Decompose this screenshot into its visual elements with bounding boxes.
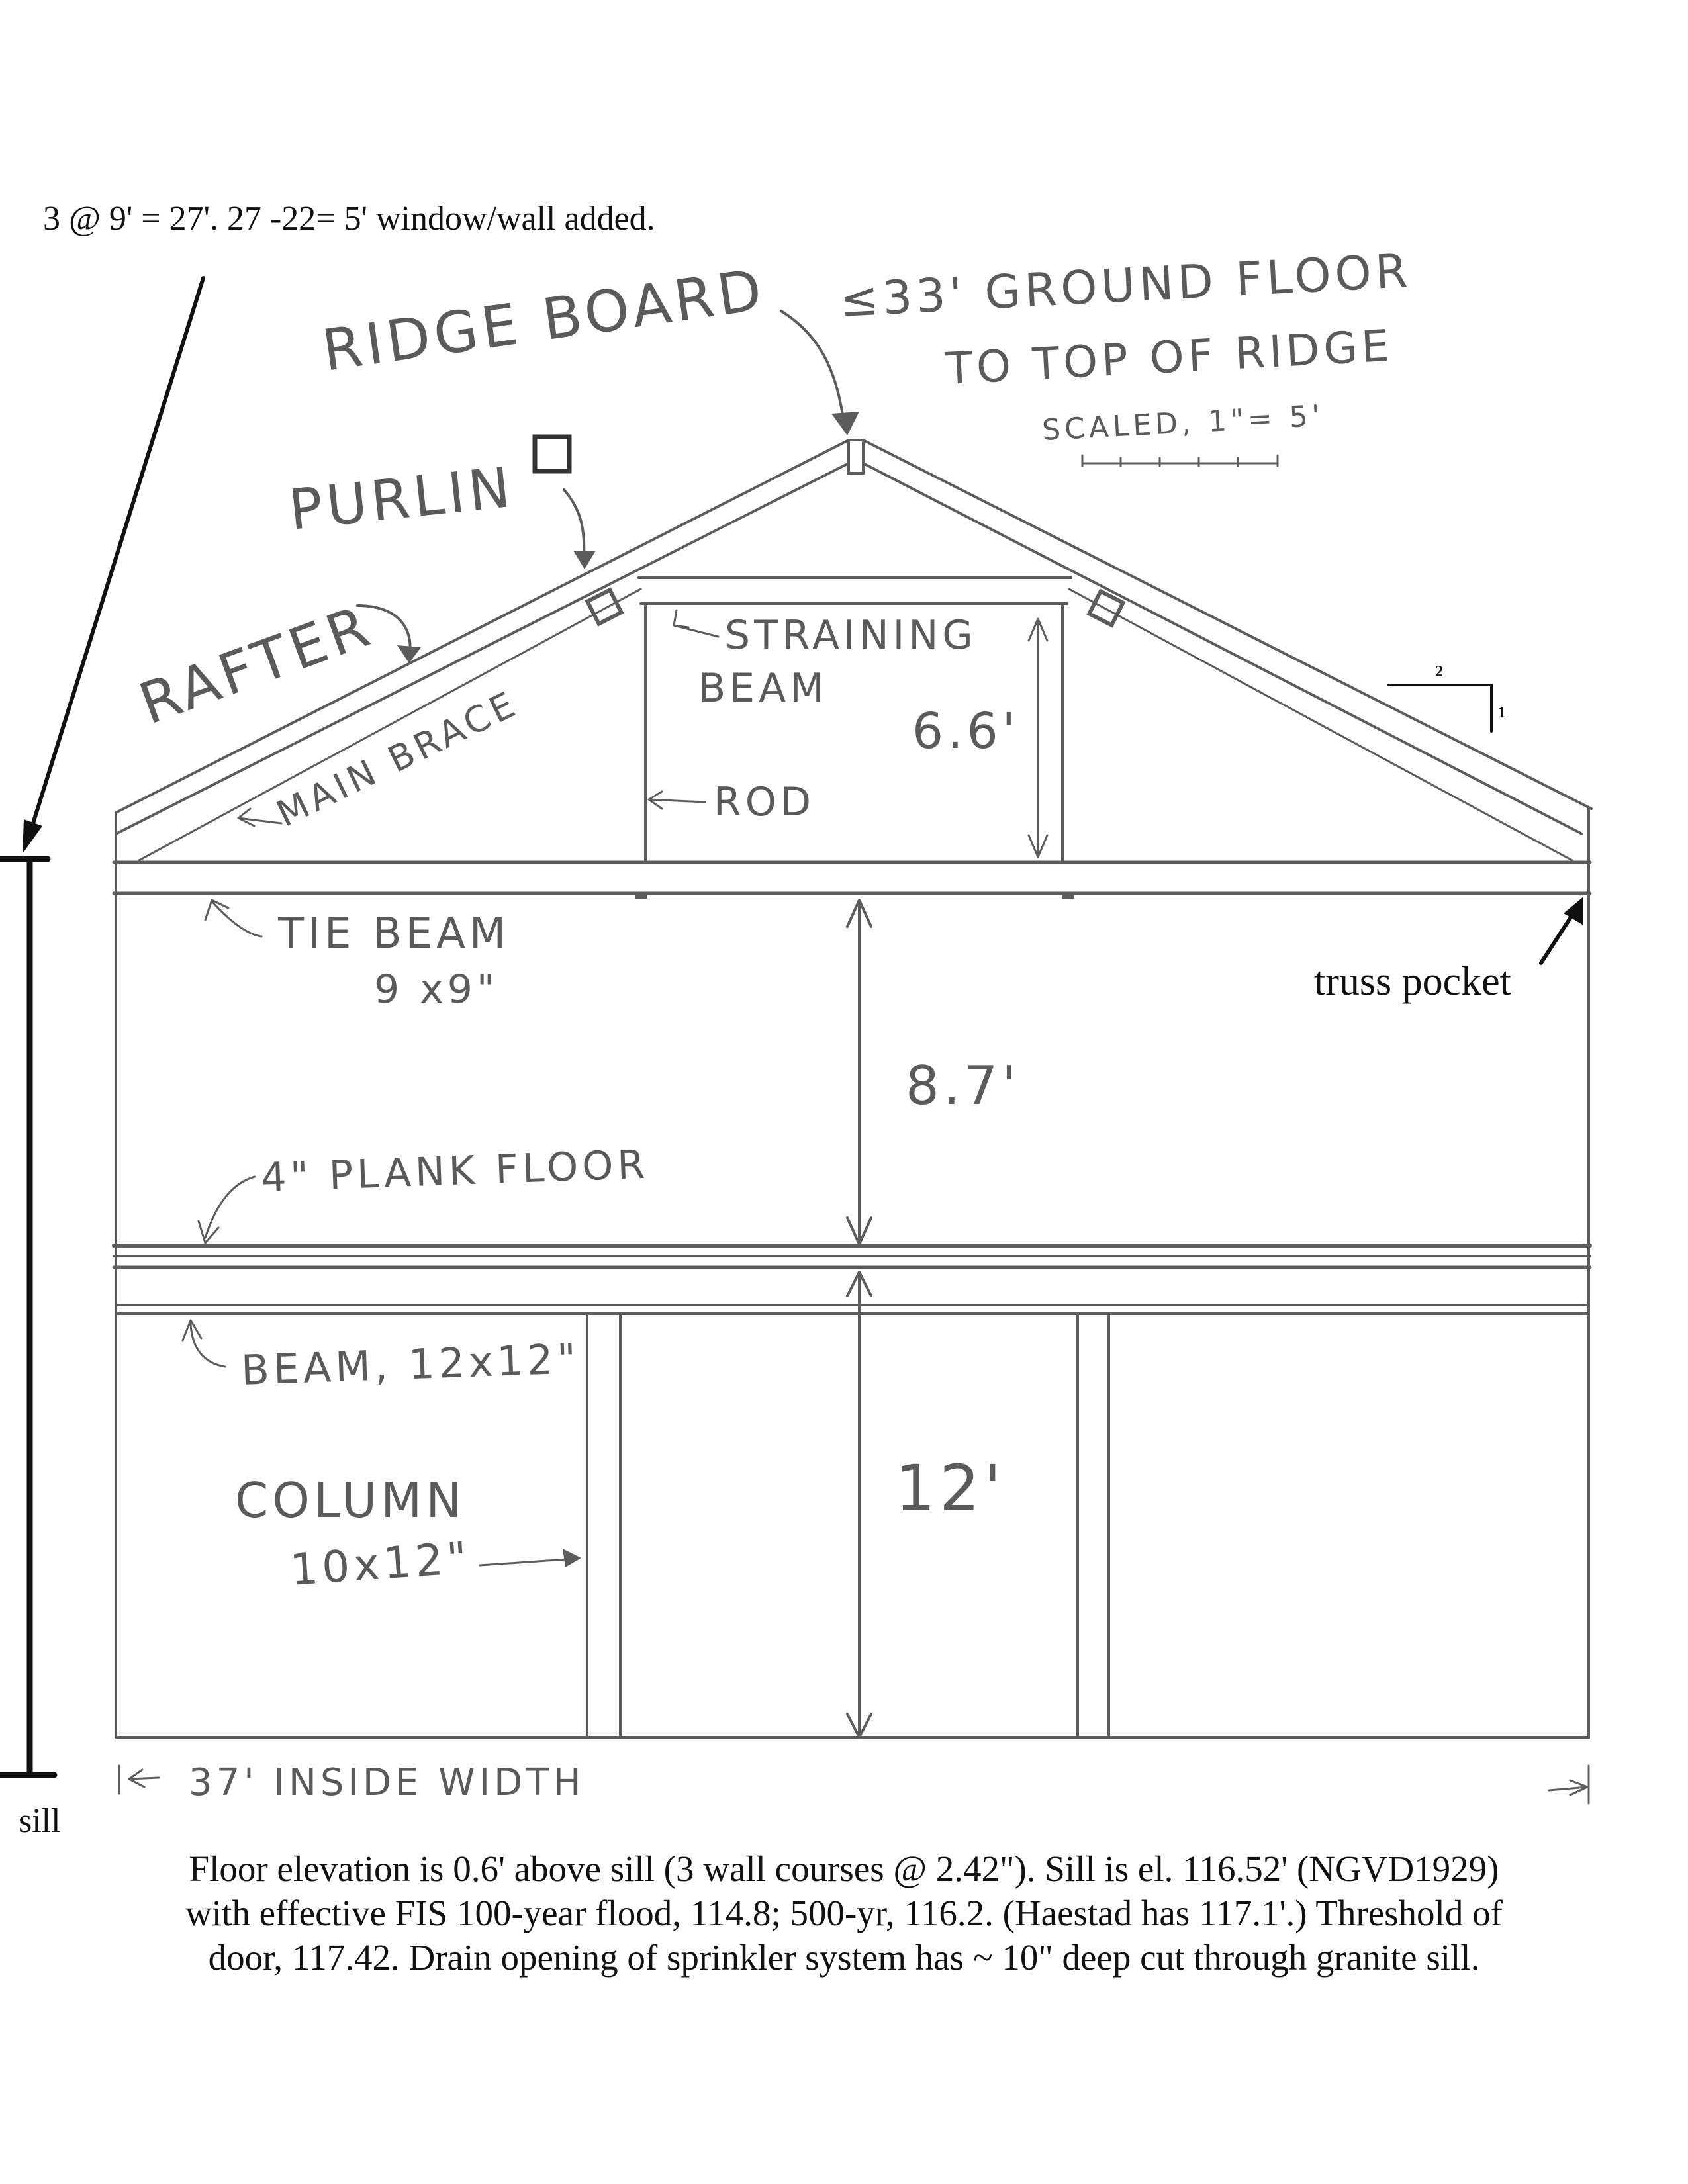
beam-label: BEAM, 12x12"	[240, 1334, 581, 1394]
pitch-symbol	[1389, 685, 1491, 731]
dim-upper-label: 6.6'	[912, 703, 1020, 760]
straining-beam-label-1: STRAINING	[725, 612, 977, 659]
caption-line-1: Floor elevation is 0.6' above sill (3 wall courses @ 2.42"). Sill is el. 116.52' (NGVD1929)	[189, 1848, 1499, 1889]
dim-middle-label: 8.7'	[906, 1055, 1021, 1116]
caption-line-3: door, 117.42. Drain opening of sprinkler system has ~ 10" deep cut through granite sill.	[208, 1937, 1480, 1978]
column-size: 10x12"	[288, 1532, 473, 1596]
purlin-left	[587, 590, 621, 623]
tie-beam	[114, 862, 1590, 899]
plank-floor-label: 4" PLANK FLOOR	[260, 1141, 650, 1201]
arrowhead-icon	[563, 1549, 581, 1567]
straining-beam-label-2: BEAM	[698, 665, 828, 711]
column-label: COLUMN	[235, 1473, 466, 1528]
caption-line-2: with effective FIS 100-year flood, 114.8; 500-yr, 116.2. (Haestad has 117.1'.) Threshold of	[185, 1893, 1503, 1933]
caption	[79, 1846, 1609, 1979]
dimension-lower	[847, 1272, 871, 1737]
tie-beam-label: TIE BEAM	[278, 909, 510, 958]
purlin-square-icon	[535, 437, 569, 471]
purlin-label: PURLIN	[285, 454, 518, 543]
main-beam	[116, 1305, 1589, 1314]
dimension-middle	[847, 900, 871, 1244]
inside-width-label: 37' INSIDE WIDTH	[189, 1761, 585, 1804]
sill-height-indicator	[0, 278, 203, 1775]
ridge-height-line1: ≤33' GROUND FLOOR	[838, 243, 1413, 328]
dim-lower-label: 12'	[895, 1451, 1006, 1525]
tie-beam-size: 9 x9"	[374, 966, 499, 1013]
rafter-label: RAFTER	[130, 592, 381, 738]
ridge-height-line2: TO TOP OF RIDGE	[944, 320, 1395, 394]
rod-label: ROD	[714, 779, 816, 825]
sill-label: sill	[19, 1802, 61, 1840]
arrowhead-icon	[23, 819, 42, 854]
pitch-rise: 1	[1498, 704, 1506, 721]
top-note: 3 @ 9' = 27'. 27 -22= 5' window/wall added.	[43, 200, 655, 238]
pitch-run: 2	[1435, 663, 1443, 680]
arrowhead-icon	[831, 412, 859, 435]
truss-pocket-label: truss pocket	[1314, 959, 1511, 1004]
dimension-upper	[1029, 619, 1047, 857]
plank-floor	[114, 1246, 1590, 1267]
ridge-board-label: RIDGE BOARD	[318, 256, 770, 385]
ridge-board	[849, 440, 863, 473]
scale-note: SCALED, 1"= 5'	[1041, 398, 1325, 447]
arrowhead-icon	[573, 551, 596, 569]
scale-bar	[1082, 455, 1278, 466]
main-brace-label: MAIN BRACE	[270, 682, 525, 835]
